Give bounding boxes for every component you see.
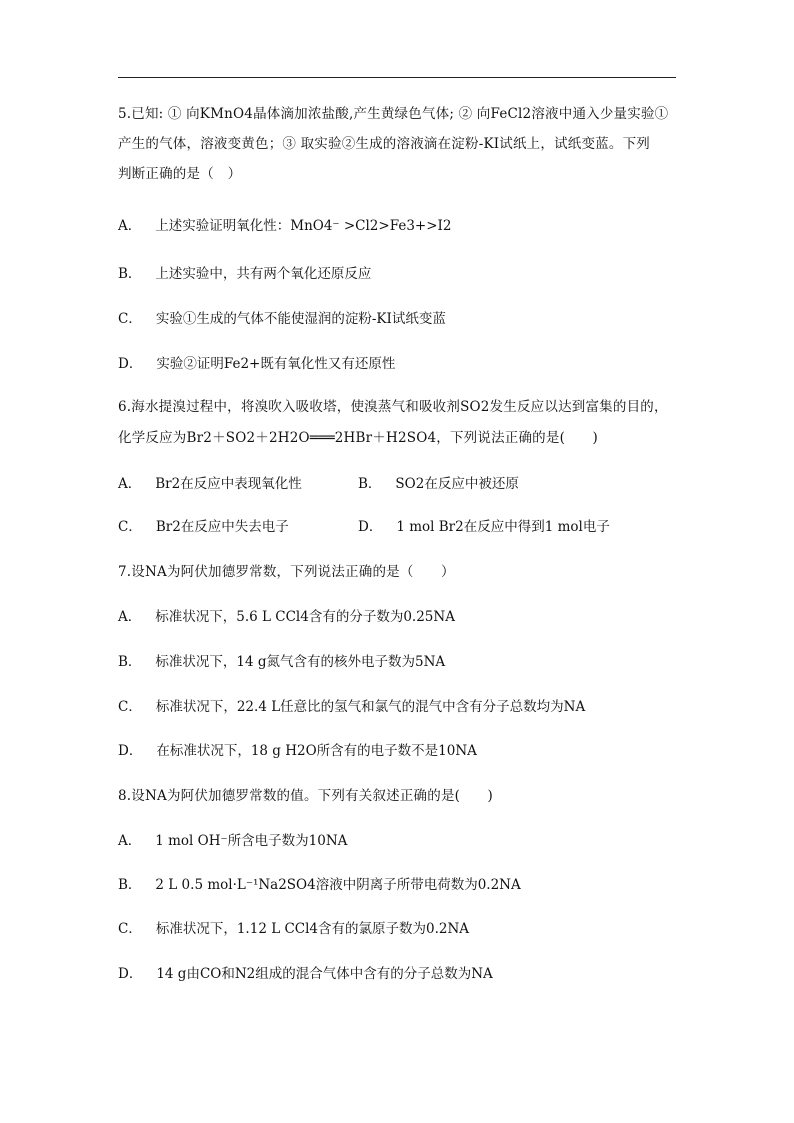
question-6-option-d[interactable] <box>358 518 610 536</box>
option-text: 1 mol OH⁻所含电子数为10NA <box>155 833 348 849</box>
option-label: D． <box>118 356 143 372</box>
option-label: D． <box>358 519 383 535</box>
option-text: 14 g由CO和N2组成的混合气体中含有的分子总数为NA <box>156 966 493 982</box>
option-label: B． <box>118 877 142 893</box>
option-text: 实验②证明Fe2+既有氧化性又有还原性 <box>156 356 396 372</box>
option-text: Br2在反应中表现氧化性 <box>155 476 302 492</box>
question-5-option-d[interactable] <box>118 355 395 373</box>
option-label: C． <box>118 699 142 715</box>
option-label: A． <box>118 476 142 492</box>
option-text: 标准状况下，1.12 L CCl4含有的氯原子数为0.2NA <box>155 921 470 937</box>
option-text: 标准状况下，5.6 L CCl4含有的分子数为0.25NA <box>155 609 455 625</box>
question-6-stem-line-2: 化学反应为Br2＋SO2＋2H2O═══2HBr＋H2SO4，下列说法正确的是( ) <box>118 430 598 446</box>
question-5-stem-line-3: 判断正确的是（ ） <box>118 166 242 182</box>
option-label: A． <box>118 218 142 234</box>
question-7-option-c[interactable] <box>118 698 585 716</box>
question-6-option-b[interactable] <box>358 475 519 493</box>
option-text: 标准状况下，14 g氮气含有的核外电子数为5NA <box>155 654 446 670</box>
option-label: C． <box>118 519 142 535</box>
question-8-option-b[interactable] <box>118 876 521 894</box>
question-5-option-b[interactable] <box>118 265 371 283</box>
option-text: SO2在反应中被还原 <box>395 476 519 492</box>
option-label: A． <box>118 833 142 849</box>
option-label: D． <box>118 743 143 759</box>
option-text: 实验①生成的气体不能使湿润的淀粉-KI试纸变蓝 <box>155 311 446 327</box>
option-text: 上述实验中，共有两个氧化还原反应 <box>155 266 372 282</box>
question-6-stem-line-1: 6.海水提溴过程中，将溴吹入吸收塔，使溴蒸气和吸收剂SO2发生反应以达到富集的目的， <box>118 399 668 415</box>
option-label: D． <box>118 966 143 982</box>
question-7-stem: 7.设NA为阿伏加德罗常数，下列说法正确的是（ ） <box>118 564 455 580</box>
question-7-option-b[interactable] <box>118 653 445 671</box>
question-7-option-a[interactable] <box>118 608 455 626</box>
option-text: 2 L 0.5 mol·L⁻¹Na2SO4溶液中阴离子所带电荷数为0.2NA <box>155 877 521 893</box>
question-8-stem: 8.设NA为阿伏加德罗常数的值。下列有关叙述正确的是( ) <box>118 788 493 804</box>
question-6-option-a[interactable] <box>118 475 302 493</box>
question-8-option-a[interactable] <box>118 832 347 850</box>
option-text: 上述实验证明氧化性：MnO4⁻ >Cl2>Fe3+>I2 <box>155 218 452 234</box>
option-label: C． <box>118 921 142 937</box>
question-6-option-c[interactable] <box>118 518 289 536</box>
option-label: B． <box>118 654 142 670</box>
question-5-stem-line-2: 产生的气体，溶液变黄色；③ 取实验②生成的溶液滴在淀粉-KI试纸上，试纸变蓝。下列 <box>118 136 650 152</box>
header-rule <box>118 77 676 78</box>
option-text: 标准状况下，22.4 L任意比的氢气和氯气的混气中含有分子总数均为NA <box>155 699 586 715</box>
question-8-option-c[interactable] <box>118 920 469 938</box>
option-label: B． <box>118 266 142 282</box>
option-text: Br2在反应中失去电子 <box>155 519 289 535</box>
option-text: 在标准状况下，18 g H2O所含有的电子数不是10NA <box>156 743 477 759</box>
question-5-option-a[interactable] <box>118 217 451 235</box>
question-8-option-d[interactable] <box>118 965 493 983</box>
question-5-stem-line-1: 5.已知: ① 向KMnO4晶体滴加浓盐酸,产生黄绿色气体; ② 向FeCl2溶液中通入少量实验① <box>118 106 669 122</box>
option-label: C． <box>118 311 142 327</box>
option-label: A． <box>118 609 142 625</box>
question-7-option-d[interactable] <box>118 742 477 760</box>
option-text: 1 mol Br2在反应中得到1 mol电子 <box>396 519 610 535</box>
option-label: B． <box>358 476 382 492</box>
question-5-option-c[interactable] <box>118 310 446 328</box>
